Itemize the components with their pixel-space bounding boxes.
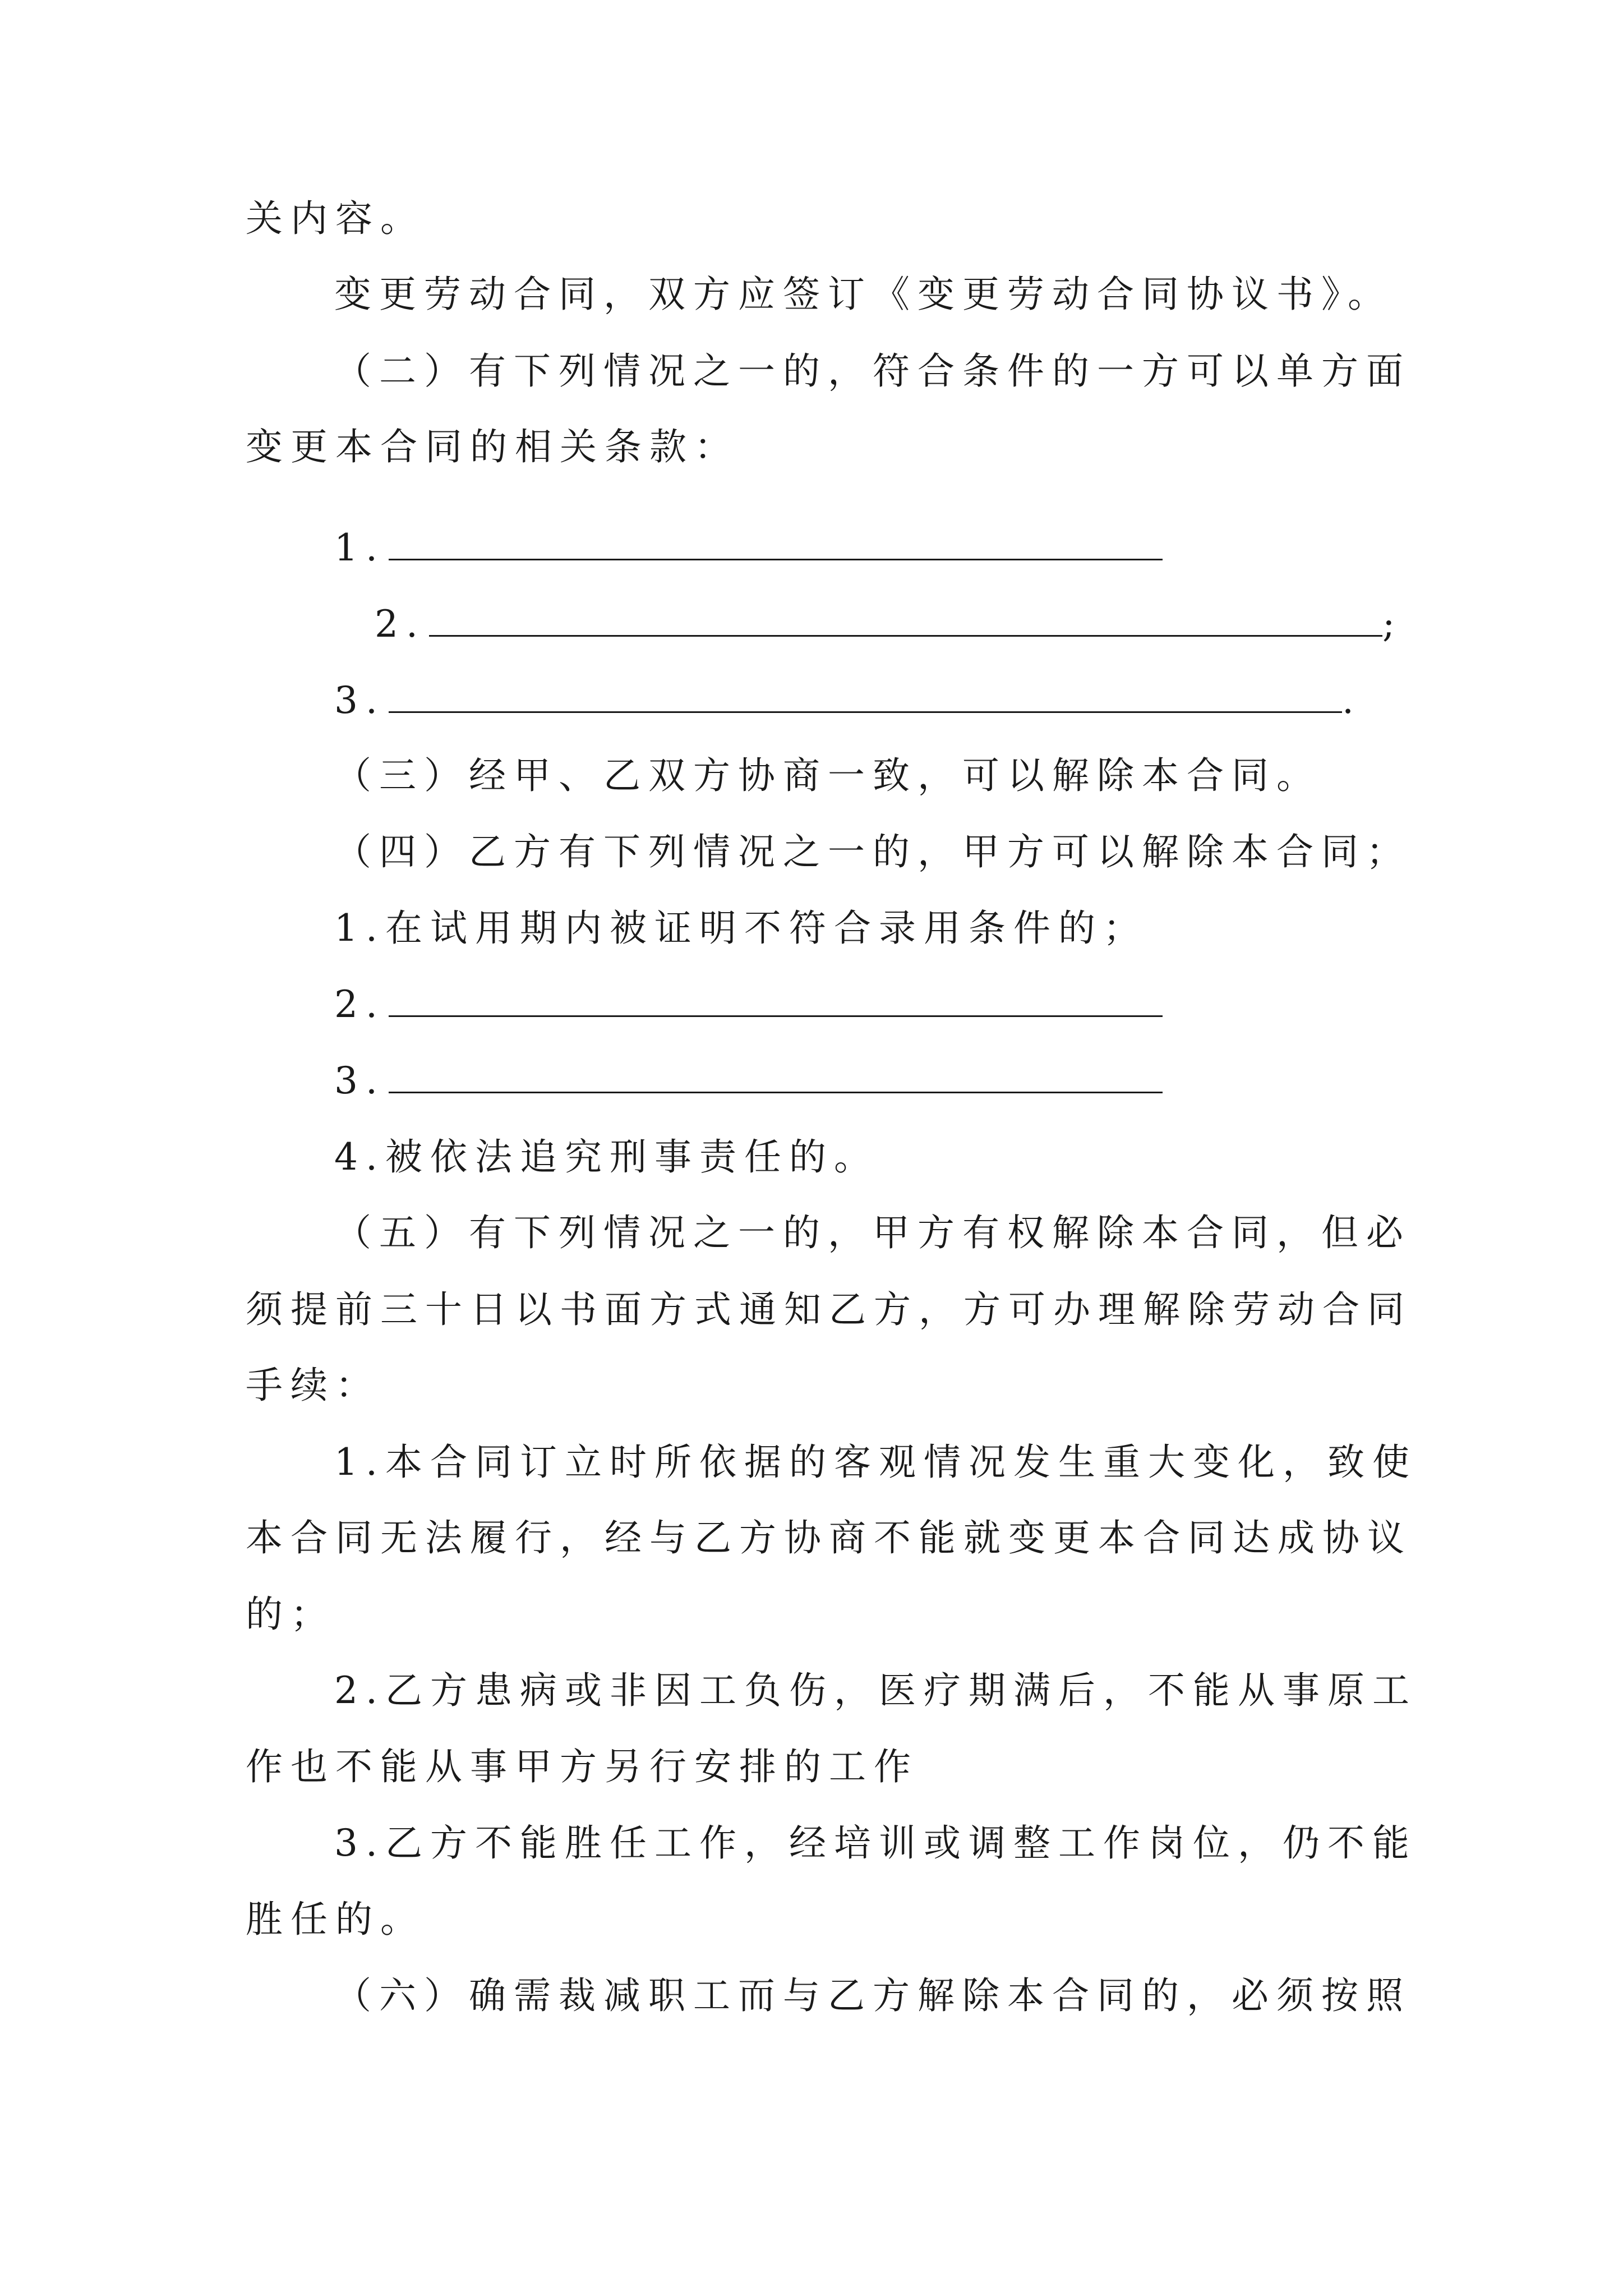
text-line-4: 变更本合同的相关条款： (246, 425, 739, 468)
text-line-19: （六）确需裁减职工而与乙方解除本合同的，必须按照 (334, 1974, 1411, 2017)
text-line-3: （二）有下列情况之一的，符合条件的一方可以单方面 (334, 349, 1411, 393)
blank-item-4 (334, 979, 1163, 1030)
blank-item-5-number: 3. (334, 1059, 385, 1102)
fill-in-blank (389, 986, 1163, 1017)
text-line-12: 1.本合同订立时所依据的客观情况发生重大变化，致使 (334, 1441, 1417, 1484)
text-line-8: 4.被依法追究刑事责任的。 (334, 1135, 879, 1179)
fill-in-blank (389, 1062, 1163, 1093)
text-line-9: （五）有下列情况之一的，甲方有权解除本合同，但必 (334, 1211, 1411, 1254)
text-line-5: （三）经甲、乙双方协商一致，可以解除本合同。 (334, 754, 1321, 797)
blank-item-3 (334, 675, 1362, 726)
text-line-2: 变更劳动合同，双方应签订《变更劳动合同协议书》。 (334, 273, 1393, 316)
fill-in-blank (429, 606, 1382, 637)
blank-item-2-end: ; (1382, 602, 1403, 646)
blank-item-4-number: 2. (334, 983, 385, 1026)
blank-item-1-number: 1. (334, 526, 385, 569)
text-line-14: 的； (246, 1593, 335, 1636)
text-line-11: 手续： (246, 1364, 380, 1407)
fill-in-blank (389, 682, 1342, 713)
text-line-15: 2.乙方患病或非因工负伤，医疗期满后，不能从事原工 (334, 1669, 1417, 1712)
blank-item-3-end: . (1341, 679, 1362, 722)
blank-item-1 (334, 523, 1163, 573)
text-line-18: 胜任的。 (246, 1898, 425, 1941)
blank-item-5 (334, 1056, 1163, 1106)
text-line-6: （四）乙方有下列情况之一的，甲方可以解除本合同； (334, 830, 1411, 873)
text-line-1: 关内容。 (246, 197, 425, 240)
text-line-13: 本合同无法履行，经与乙方协商不能就变更本合同达成协议 (246, 1516, 1412, 1559)
blank-item-3-number: 3. (334, 679, 385, 722)
text-line-10: 须提前三十日以书面方式通知乙方，方可办理解除劳动合同 (246, 1288, 1412, 1331)
text-line-17: 3.乙方不能胜任工作，经培训或调整工作岗位，仍不能 (334, 1821, 1417, 1865)
text-line-16: 作也不能从事甲方另行安排的工作 (246, 1745, 919, 1788)
blank-item-2-number: 2. (375, 602, 426, 646)
blank-item-2 (375, 599, 1403, 650)
text-line-7: 1.在试用期内被证明不符合录用条件的； (334, 907, 1148, 950)
fill-in-blank (389, 530, 1163, 560)
